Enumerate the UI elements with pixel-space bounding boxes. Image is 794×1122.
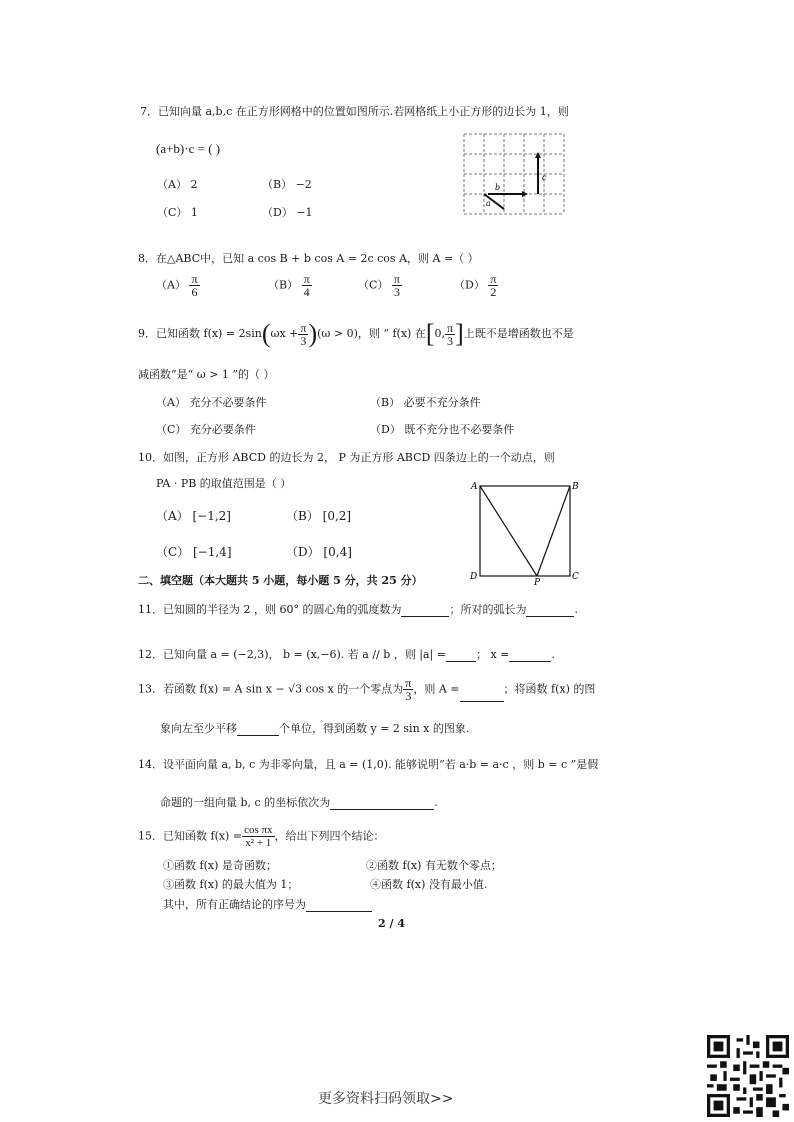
q13: 13．若函数 f(x) = A sin x − √3 cos x 的一个零点为 $\frac{\pi}{3}$ ，则 A = ；将函数 f(x) 的图 [138, 676, 596, 703]
q10-option-a: （A） [−1,2] [156, 509, 231, 523]
q7-expr: (a+b)·c = ( ) [156, 141, 221, 156]
q11-blank-2[interactable] [526, 605, 574, 617]
footer-scan-promo[interactable]: 更多资料扫码领取>> [318, 1091, 454, 1107]
q9-option-b: （B） 必要不充分条件 [370, 396, 481, 409]
q14: 14．设平面向量 a, b, c 为非零向量，且 a = (1,0). 能够说明“若 a·b = a·c ，则 b = c ”是假 [138, 758, 599, 771]
label-a: a [486, 199, 491, 208]
q10-stem-line2: PA · PB 的取值范围是（ ） [156, 477, 292, 490]
label-P: P [534, 578, 541, 586]
q7-option-b: （B） −2 [262, 178, 312, 191]
q10-option-c: （C） [−1,4] [156, 545, 232, 559]
q8-option-d: （D） $\frac{\pi}{2}$ [454, 272, 497, 299]
q14-line2: 命题的一组向量 b, c 的坐标依次为 . [160, 796, 438, 809]
q15-last: 其中，所有正确结论的序号为 [163, 896, 372, 912]
label-b: b [495, 183, 501, 192]
q15-blank[interactable] [306, 900, 372, 912]
q11-blank-1[interactable] [401, 605, 449, 617]
q9-stem: 9．已知函数 f(x) = 2sin(ωx + $\frac{\pi}{3}$ )(ω > 0)，则 “ f(x) 在[0, $\frac{\pi}{3}$ ]上既不是增函数也不是 [138, 319, 574, 348]
q12-blank-1[interactable] [446, 650, 476, 662]
q7-option-c: （C） 1 [157, 206, 198, 219]
label-D: D [470, 572, 478, 582]
q8-option-a: （A） $\frac{\pi}{6}$ [156, 272, 198, 299]
page-number: 2 / 4 [378, 917, 405, 930]
q7-grid-figure [462, 132, 568, 218]
q9-option-d: （D） 既不充分也不必要条件 [370, 423, 515, 436]
label-C: C [572, 572, 579, 582]
q15-conclusion-3: ③函数 f(x) 的最大值为 1； [163, 878, 299, 891]
q13-blank-1[interactable] [460, 690, 504, 702]
q13-blank-2[interactable] [237, 724, 279, 736]
q14-blank[interactable] [330, 798, 434, 810]
qr-code-icon[interactable] [707, 1035, 789, 1117]
q10-stem: 10．如图，正方形 ABCD 的边长为 2， P 为正方形 ABCD 四条边上的一个动点，则 [138, 451, 555, 464]
q15: 15．已知函数 f(x) = $\frac{\text{cos πx}}{\text{x² + 1}}$ ，给出下列四个结论： [138, 824, 385, 849]
q15-conclusion-4: ④函数 f(x) 没有最小值. [370, 878, 488, 891]
q8-option-c: （C） $\frac{\pi}{3}$ [358, 272, 400, 299]
q10-option-d: （D） [0,4] [286, 545, 352, 559]
q12: 12．已知向量 a = (−2,3)， b = (x,−6). 若 a // b ，则 |a| = ； x = . [138, 648, 555, 661]
q10-option-b: （B） [0,2] [286, 509, 352, 523]
q11: 11．已知圆的半径为 2 ，则 60° 的圆心角的弧度数为 ；所对的弧长为 . [138, 603, 578, 616]
label-c: c [542, 173, 547, 182]
label-B: B [572, 482, 579, 492]
q9-stem-line2: 减函数”是“ ω > 1 ”的（ ） [138, 368, 275, 381]
q8-option-b: （B） $\frac{\pi}{4}$ [268, 272, 310, 299]
q12-blank-2[interactable] [509, 650, 551, 662]
label-A: A [471, 482, 478, 492]
q15-conclusion-2: ②函数 f(x) 有无数个零点； [366, 859, 502, 872]
q10-square-figure [466, 478, 586, 586]
q7-option-d: （D） −1 [262, 206, 313, 219]
q9-option-a: （A） 充分不必要条件 [156, 396, 267, 409]
section-fill-in-blank: 二、填空题（本大题共 5 小题，每小题 5 分，共 25 分） [138, 574, 423, 587]
q8-stem: 8．在△ABC中，已知 a cos B + b cos A = 2c cos A，则 A =（ ） [138, 252, 479, 265]
q13-line2: 象向左至少平移 个单位，得到函数 y = 2 sin x 的图象. [160, 722, 470, 735]
q15-conclusion-1: ①函数 f(x) 是奇函数； [163, 859, 277, 872]
q7-option-a: （A） 2 [157, 178, 198, 191]
q9-option-c: （C） 充分必要条件 [156, 423, 256, 436]
q7-stem: 7．已知向量 a,b,c 在正方形网格中的位置如图所示.若网格纸上小正方形的边长为 1，则 [140, 105, 569, 118]
